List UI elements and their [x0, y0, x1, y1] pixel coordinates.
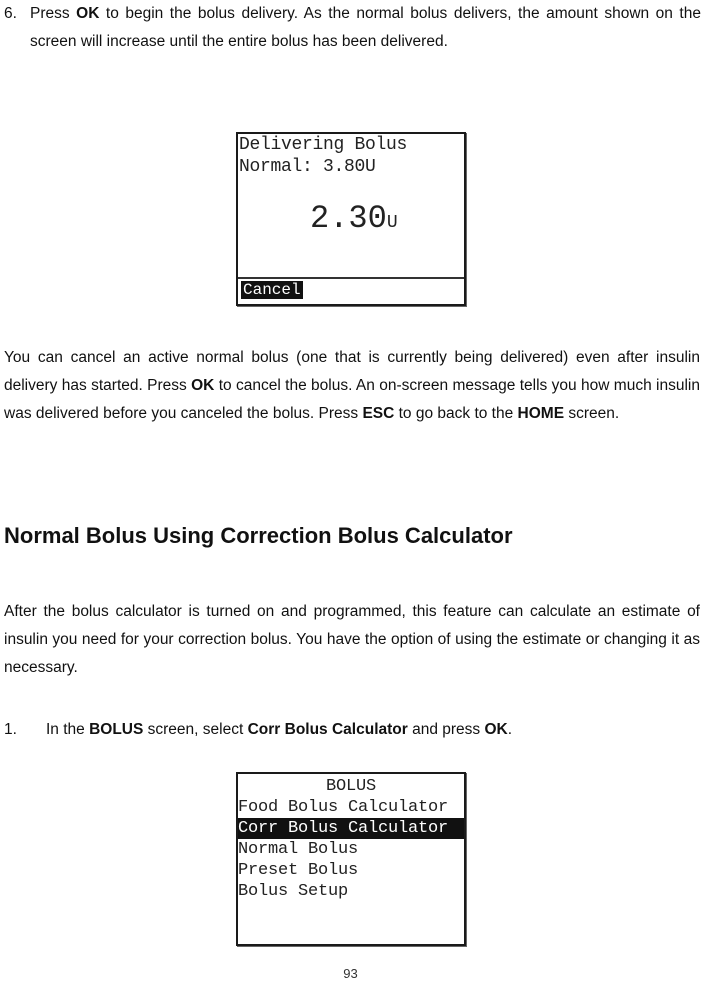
key-home: HOME	[517, 405, 565, 422]
delivered-amount: 2.30U	[310, 200, 398, 237]
screen-name: BOLUS	[89, 721, 144, 738]
delivering-bolus-screen	[236, 132, 466, 306]
menu-item-bolus-setup[interactable]: Bolus Setup	[238, 882, 349, 901]
step-1-text: In the BOLUS screen, select Corr Bolus Calculator and press OK.	[46, 721, 513, 738]
cancel-paragraph: You can cancel an active normal bolus (one that is currently being delivered) even after insulin delivery has started. Press OK to cancel the bolus. An on-screen message tells you how much insulin was delivered before you canceled the bolus. Press ESC to go back to the HOME screen.	[4, 349, 700, 422]
step-number: 6.	[4, 5, 17, 22]
key-esc: ESC	[362, 405, 395, 422]
menu-item-food-bolus-calculator[interactable]: Food Bolus Calculator	[238, 798, 449, 817]
page-number: 93	[343, 966, 358, 981]
calculator-paragraph: After the bolus calculator is turned on and programmed, this feature can calculate an estimate of insulin you need for your correction bolus. You have the option of using the estimate or changing it as necessary.	[4, 603, 700, 676]
key-ok: OK	[76, 5, 100, 22]
step-number: 1.	[4, 721, 17, 738]
section-heading: Normal Bolus Using Correction Bolus Calculator	[4, 523, 513, 548]
menu-item-normal-bolus[interactable]: Normal Bolus	[238, 840, 359, 859]
divider	[238, 277, 464, 279]
bolus-menu-screen	[236, 772, 466, 946]
unit-label: U	[386, 213, 398, 233]
cancel-button[interactable]: Cancel	[243, 281, 301, 299]
step-6	[4, 0, 701, 56]
menu-option: Corr Bolus Calculator	[247, 721, 408, 738]
screen-title: Delivering Bolus	[239, 135, 408, 155]
key-ok: OK	[484, 721, 508, 738]
step-6-text: Press OK to begin the bolus delivery. As the normal bolus delivers, the amount shown on the screen will increase until the entire bolus has been delivered.	[30, 5, 701, 50]
normal-amount: Normal: 3.80U	[239, 157, 376, 177]
menu-item-preset-bolus[interactable]: Preset Bolus	[238, 861, 359, 880]
key-ok: OK	[191, 377, 215, 394]
menu-title: BOLUS	[325, 777, 376, 796]
menu-item-corr-bolus-calculator[interactable]: Corr Bolus Calculator	[238, 818, 464, 839]
